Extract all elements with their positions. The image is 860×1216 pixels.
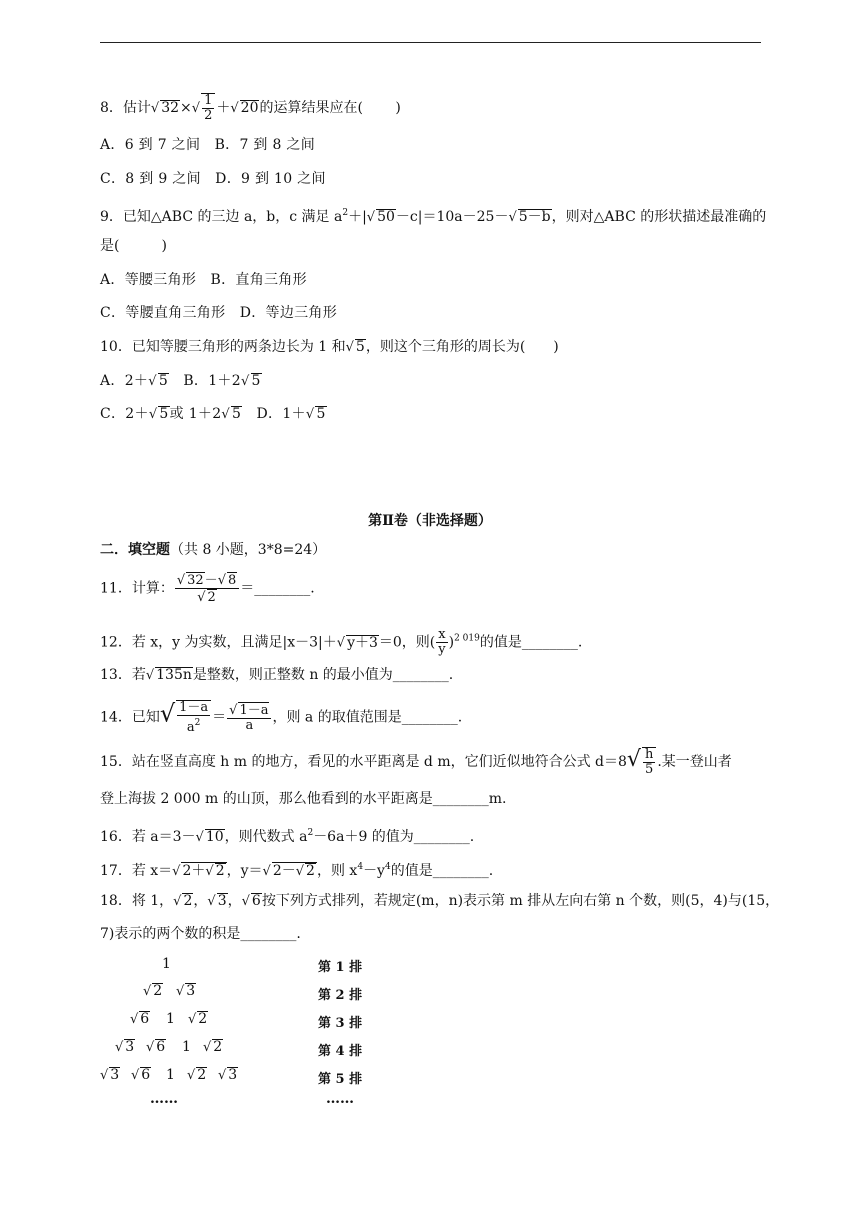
q13-radicand: 135n — [156, 667, 192, 683]
tri-radicand: 3 — [110, 1067, 120, 1083]
q10-part2: ，则这个三角形的周长为( ) — [365, 339, 559, 355]
q17-sup-2: 4 — [384, 862, 391, 872]
sqrt-icon: √ — [295, 864, 305, 879]
q17-sup-1: 4 — [357, 862, 364, 872]
q12-part3: ) — [448, 634, 455, 651]
q14-frac-den-sup: 2 — [194, 718, 201, 728]
q10-options-ab — [100, 371, 262, 392]
row-label-5: 第 5 排 — [318, 1072, 363, 1087]
row-label-1: 第 1 排 — [318, 960, 363, 975]
q10-opt-c2: 或 1＋2 — [169, 406, 222, 422]
sqrt-icon: √ — [146, 1040, 155, 1055]
q18-comma-1: ， — [193, 893, 208, 909]
sqrt-icon: √ — [217, 573, 226, 588]
q18-part2: 按下列方式排列，若规定(m，n)表示第 m 排从左向右第 n 个数，则(5，4)与(15， — [261, 893, 780, 909]
q11-minus: － — [204, 573, 218, 588]
q16-sup: 2 — [307, 828, 314, 838]
q9-radicand-2: 5－b — [518, 209, 551, 225]
q10-options-cd — [100, 404, 327, 425]
q9-line2: 是( ) — [100, 238, 167, 254]
sqrt-icon: √ — [195, 830, 204, 845]
sqrt-icon: √ — [188, 1012, 197, 1027]
header-rule — [100, 42, 761, 43]
q18-part1: 18．将 1， — [100, 893, 174, 909]
q14-frac-den — [185, 716, 203, 735]
q9-sup: 2 — [342, 208, 349, 218]
q12-frac-den: y — [438, 642, 446, 657]
tri-r3-c3 — [188, 1011, 208, 1027]
q17-part1: 17．若 x＝ — [100, 863, 173, 879]
section-heading-rest: （共 8 小题，3*8=24） — [170, 542, 327, 558]
tri-r1-c1: 1 — [162, 956, 171, 972]
q12-frac-num: x — [438, 627, 446, 642]
q8-times: × — [180, 100, 192, 116]
q9-part4: ，则对△ABC 的形状描述最准确的 — [551, 209, 767, 225]
q8-suffix: 的运算结果应在( ) — [259, 100, 401, 116]
row-label-4: 第 4 排 — [318, 1044, 363, 1059]
q14-part1: 14．已知 — [100, 709, 160, 726]
sqrt-icon: √ — [207, 894, 216, 909]
q11-prefix: 11．计算： — [100, 580, 174, 597]
q12-radicand: y＋3 — [347, 634, 378, 651]
question-15 — [100, 747, 732, 777]
q14-equals: ＝ — [212, 709, 227, 726]
sqrt-icon: √ — [187, 1068, 196, 1083]
tri-r3-c2: 1 — [166, 1011, 175, 1027]
q9-part1: 9．已知△ABC 的三边 a，b，c 满足 a — [100, 209, 343, 225]
question-11 — [100, 572, 315, 605]
row-label-ellipsis: …… — [326, 1091, 354, 1107]
q17-radicand-y-inner: 2 — [306, 863, 315, 879]
sqrt-icon: √ — [150, 101, 160, 116]
question-14 — [100, 700, 462, 735]
sqrt-icon: √ — [305, 407, 315, 422]
tri-r5-c5 — [218, 1067, 238, 1083]
q17-radicand-x-text: 2＋ — [182, 863, 206, 879]
q15-line2: 登上海拔 2 000 m 的山顶，那么他看到的水平距离是________m. — [100, 791, 507, 807]
tri-radicand: 6 — [140, 1011, 150, 1027]
q8-frac-den: 2 — [204, 108, 213, 123]
q8-options-cd: C．8 到 9 之间 D．9 到 10 之间 — [100, 171, 326, 187]
q14-fraction-2 — [227, 702, 271, 733]
row-label-3: 第 3 排 — [318, 1016, 363, 1031]
tri-radicand: 2 — [213, 1039, 223, 1055]
sqrt-icon: √ — [230, 101, 239, 116]
sqrt-icon: √ — [176, 984, 185, 999]
row-label-2: 第 2 排 — [318, 988, 363, 1003]
question-12 — [100, 628, 582, 657]
q18-radicand-1: 2 — [183, 893, 193, 909]
q8-fraction — [201, 93, 215, 123]
sqrt-icon: √ — [366, 210, 376, 225]
q14-frac2-radicand: 1－a — [239, 703, 269, 718]
q11-den-radicand: 2 — [207, 590, 216, 605]
q18-radicand-3: 6 — [251, 893, 261, 909]
q12-part2: ＝0，则( — [378, 634, 436, 651]
q12-part4: 的值是________. — [479, 634, 583, 651]
q8-options-ab: A．6 到 7 之间 B．7 到 8 之间 — [100, 137, 316, 153]
q10-opt-b-radicand: 5 — [251, 373, 261, 389]
sqrt-icon: √ — [131, 1068, 140, 1083]
q10-opt-a-radicand: 5 — [158, 373, 169, 389]
q9-options-cd: C．等腰直角三角形 D．等边三角形 — [100, 305, 338, 321]
tri-radicand: 2 — [198, 1011, 208, 1027]
q18-line2: 7)表示的两个数的积是________. — [100, 926, 301, 942]
tri-r4-c3: 1 — [182, 1039, 191, 1055]
q14-frac-den-base: a — [186, 720, 195, 735]
q11-suffix: ＝________. — [240, 580, 315, 597]
q14-part2: ，则 a 的取值范围是________. — [272, 709, 463, 726]
question-16 — [100, 823, 474, 848]
q14-frac2-num — [227, 702, 271, 719]
q8-prefix: 8．估计 — [100, 100, 151, 116]
section-title: 第Ⅱ卷（非选择题） — [368, 513, 492, 529]
q8-plus: ＋ — [216, 100, 231, 116]
q14-fraction-1 — [176, 700, 211, 735]
q10-opt-c-radicand: 5 — [159, 406, 169, 422]
q10-opt-b: B．1＋2 — [169, 373, 241, 389]
q10-opt-c2-radicand: 5 — [232, 406, 242, 422]
q17-radicand-x — [181, 862, 226, 879]
sqrt-icon: √ — [172, 864, 181, 879]
sqrt-icon: √ — [240, 374, 250, 389]
sqrt-icon: √ — [508, 210, 517, 225]
tri-r2-c2 — [176, 983, 196, 999]
q16-part1: 16．若 a＝3－ — [100, 829, 196, 845]
q11-numerator — [175, 572, 239, 589]
sqrt-icon: √ — [229, 703, 238, 718]
q17-part3: ，则 x — [316, 863, 358, 879]
tri-radicand: 2 — [153, 983, 163, 999]
tri-radicand: 6 — [156, 1039, 166, 1055]
q9-radicand-1: 50 — [377, 209, 395, 225]
q11-num-radicand-2: 8 — [227, 573, 237, 588]
q15-frac-den: 5 — [645, 762, 654, 777]
sqrt-icon: √ — [148, 374, 157, 389]
tri-r5-c1 — [100, 1067, 120, 1083]
q12-exponent: 2 019 — [454, 633, 480, 644]
q9-options-ab: A．等腰三角形 B．直角三角形 — [100, 272, 307, 288]
q8-radicand-1: 32 — [161, 100, 180, 116]
q14-frac2-den: a — [245, 718, 254, 733]
tri-ellipsis: …… — [150, 1091, 178, 1107]
tri-r5-c2 — [131, 1067, 151, 1083]
q11-num-radicand-1: 32 — [187, 573, 204, 588]
q10-opt-d-radicand: 5 — [316, 406, 326, 422]
q12-fraction — [436, 628, 447, 657]
sqrt-icon: √ — [241, 894, 250, 909]
sqrt-icon: √ — [145, 668, 155, 683]
q18-radicand-2: 3 — [217, 893, 227, 909]
q9-part2: ＋| — [348, 209, 367, 225]
q17-radicand-y-text: 2－ — [272, 863, 296, 879]
sqrt-icon: √ — [221, 407, 230, 422]
sqrt-icon: √ — [148, 407, 158, 422]
sqrt-icon: √ — [205, 864, 214, 879]
q13-part1: 13．若 — [100, 667, 146, 683]
sqrt-icon: √ — [336, 635, 346, 651]
q8-frac-num: 1 — [204, 93, 213, 108]
q18-comma-2: ， — [227, 893, 242, 909]
tri-radicand: 3 — [125, 1039, 135, 1055]
section-heading — [100, 540, 326, 560]
sqrt-icon: √ — [191, 101, 201, 116]
q11-fraction — [175, 572, 239, 605]
q12-part1: 12．若 x，y 为实数，且满足|x－3|＋ — [100, 634, 337, 651]
tri-r4-c4 — [203, 1039, 223, 1055]
tri-r5-c4 — [187, 1067, 207, 1083]
question-17 — [100, 857, 493, 882]
question-13 — [100, 665, 453, 686]
q10-radicand: 5 — [355, 339, 365, 355]
q17-part4: －y — [363, 863, 385, 879]
question-9 — [100, 203, 766, 228]
sqrt-icon: √ — [115, 1040, 124, 1055]
sqrt-icon: √ — [262, 864, 271, 879]
tri-radicand: 6 — [141, 1067, 151, 1083]
sqrt-icon: √ — [176, 573, 186, 588]
section-heading-bold: 二．填空题 — [100, 542, 170, 558]
q15-fraction — [642, 747, 656, 777]
tri-radicand: 3 — [228, 1067, 238, 1083]
q15-line1: 15．站在竖直高度 h m 的地方，看见的水平距离是 d m，它们近似地符合公式 d＝8 — [100, 754, 627, 770]
tri-r4-c2 — [146, 1039, 166, 1055]
tri-radicand: 3 — [186, 983, 196, 999]
q10-part1: 10．已知等腰三角形的两条边长为 1 和 — [100, 339, 346, 355]
q16-radicand: 10 — [205, 829, 224, 845]
tri-r3-c1 — [130, 1011, 150, 1027]
q17-radicand-x-inner: 2 — [215, 863, 225, 879]
question-18 — [100, 891, 779, 912]
q13-part2: 是整数，则正整数 n 的最小值为________. — [192, 667, 454, 683]
sqrt-icon: √ — [143, 984, 152, 999]
q17-part5: 的值是________. — [390, 863, 494, 879]
sqrt-icon: √ — [218, 1068, 227, 1083]
q17-radicand-y — [272, 862, 317, 879]
q10-opt-c: C．2＋ — [100, 406, 149, 422]
sqrt-icon: √ — [345, 340, 354, 355]
q15-frac-num: h — [644, 747, 654, 762]
tri-r5-c3: 1 — [166, 1067, 175, 1083]
tri-radicand: 2 — [197, 1067, 207, 1083]
q10-opt-d: D．1＋ — [242, 406, 306, 422]
sqrt-icon: √ — [130, 1012, 139, 1027]
q9-part3: －c|＝10a－25－ — [395, 209, 509, 225]
sqrt-icon: √ — [173, 894, 182, 909]
sqrt-icon: √ — [100, 1068, 109, 1083]
q17-part2: ，y＝ — [226, 863, 263, 879]
q8-radicand-2: 20 — [240, 100, 259, 116]
q16-part2: ，则代数式 a — [224, 829, 308, 845]
q10-opt-a: A．2＋ — [100, 373, 149, 389]
question-10 — [100, 337, 559, 358]
sqrt-icon: √ — [197, 590, 206, 605]
q15-line1b: .某一登山者 — [657, 754, 732, 770]
q11-denominator — [195, 589, 219, 605]
question-8 — [100, 93, 401, 123]
sqrt-icon: √ — [203, 1040, 212, 1055]
tri-r2-c1 — [143, 983, 163, 999]
tri-r4-c1 — [115, 1039, 135, 1055]
q14-frac-num: 1－a — [179, 700, 209, 715]
sqrt-icon: √ — [626, 747, 641, 772]
sqrt-icon: √ — [159, 699, 176, 728]
q16-part3: －6a＋9 的值为________. — [313, 829, 475, 845]
